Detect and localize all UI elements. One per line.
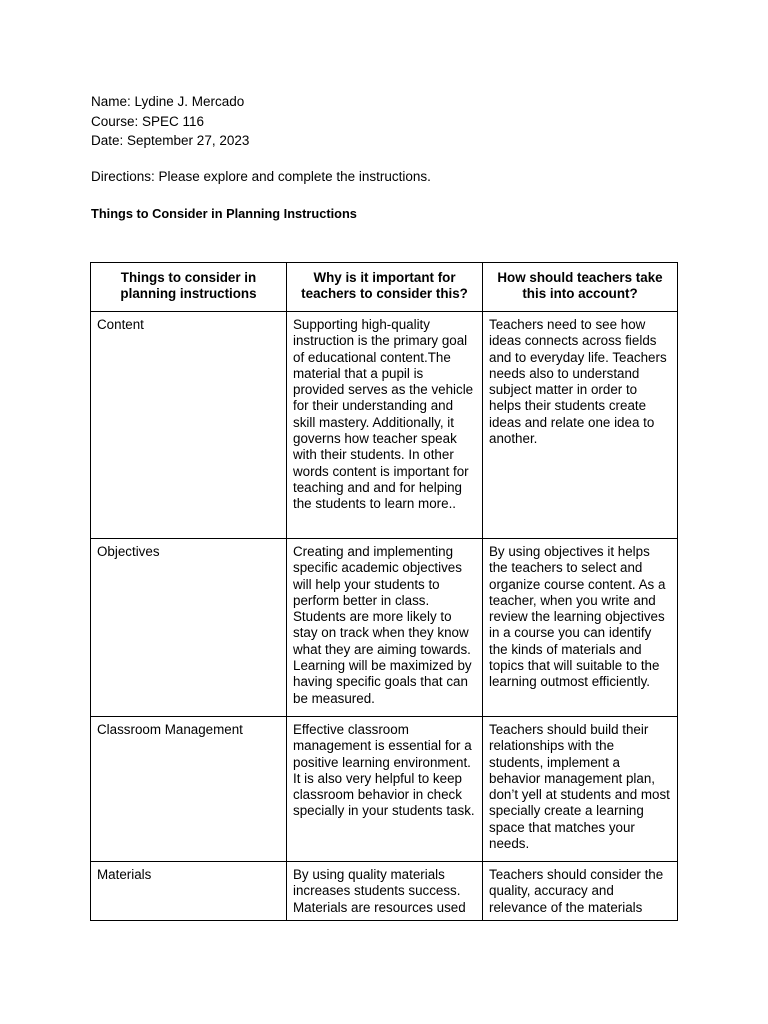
table-row xyxy=(91,716,677,861)
document-date: Date: September 27, 2023 xyxy=(91,133,250,148)
table-row xyxy=(91,311,677,538)
row-how-objectives: By using objectives it helps the teachers to select and organize course content. As a teacher, when you write and review the learning objectives in a course you can identify the kinds of materials and topics that will suitable to the learning outmost efficiently. xyxy=(489,544,666,690)
table-header-row xyxy=(91,263,677,311)
column-header-how: How should teachers take this into account? xyxy=(497,270,663,302)
directions-text: Directions: Please explore and complete the instructions. xyxy=(91,169,431,184)
row-item-materials: Materials xyxy=(91,862,287,921)
table-row xyxy=(91,861,677,921)
student-name: Name: Lydine J. Mercado xyxy=(91,94,245,109)
row-item-classroom-management: Classroom Management xyxy=(91,717,287,861)
column-header-item: Things to consider in planning instructions xyxy=(91,263,287,311)
row-item-content: Content xyxy=(91,312,287,538)
row-why-materials: By using quality materials increases students success. Materials are resources used xyxy=(287,862,483,921)
student-info xyxy=(91,92,249,151)
course-code: Course: SPEC 116 xyxy=(91,113,205,129)
row-item-objectives: Objectives xyxy=(91,539,287,716)
column-header-why: Why is it important for teachers to consider this? xyxy=(287,263,483,311)
row-how-content: Teachers need to see how ideas connects across fields and to everyday life. Teachers needs also to understand subject matter in order to helps their students create ideas and relate one idea to another. xyxy=(489,317,667,447)
table-row xyxy=(91,538,677,716)
row-why-classroom-management: Effective classroom management is essential for a positive learning environment. It is also very helpful to keep classroom behavior in check specially in your students task. xyxy=(287,717,483,861)
row-how-classroom-management: Teachers should build their relationships with the students, implement a behavior management plan, don’t yell at students and most specially create a learning space that matches your needs. xyxy=(489,722,670,852)
planning-table xyxy=(90,262,678,921)
row-why-objectives: Creating and implementing specific academic objectives will help your students to perform better in class. Students are more likely to stay on track when they know what they are aiming towards. Learning will be maximized by having specific goals that can be measured. xyxy=(287,539,483,716)
document-title: Things to Consider in Planning Instructions xyxy=(91,206,357,221)
row-how-materials: Teachers should consider the quality, accuracy and relevance of the materials xyxy=(489,867,664,915)
row-why-content: Supporting high-quality instruction is the primary goal of educational content.The material that a pupil is provided serves as the vehicle for their understanding and skill mastery. Additionally, it governs how teacher speak with their students. In other words content is important for teaching and and for helping the students to learn more.. xyxy=(287,312,483,538)
